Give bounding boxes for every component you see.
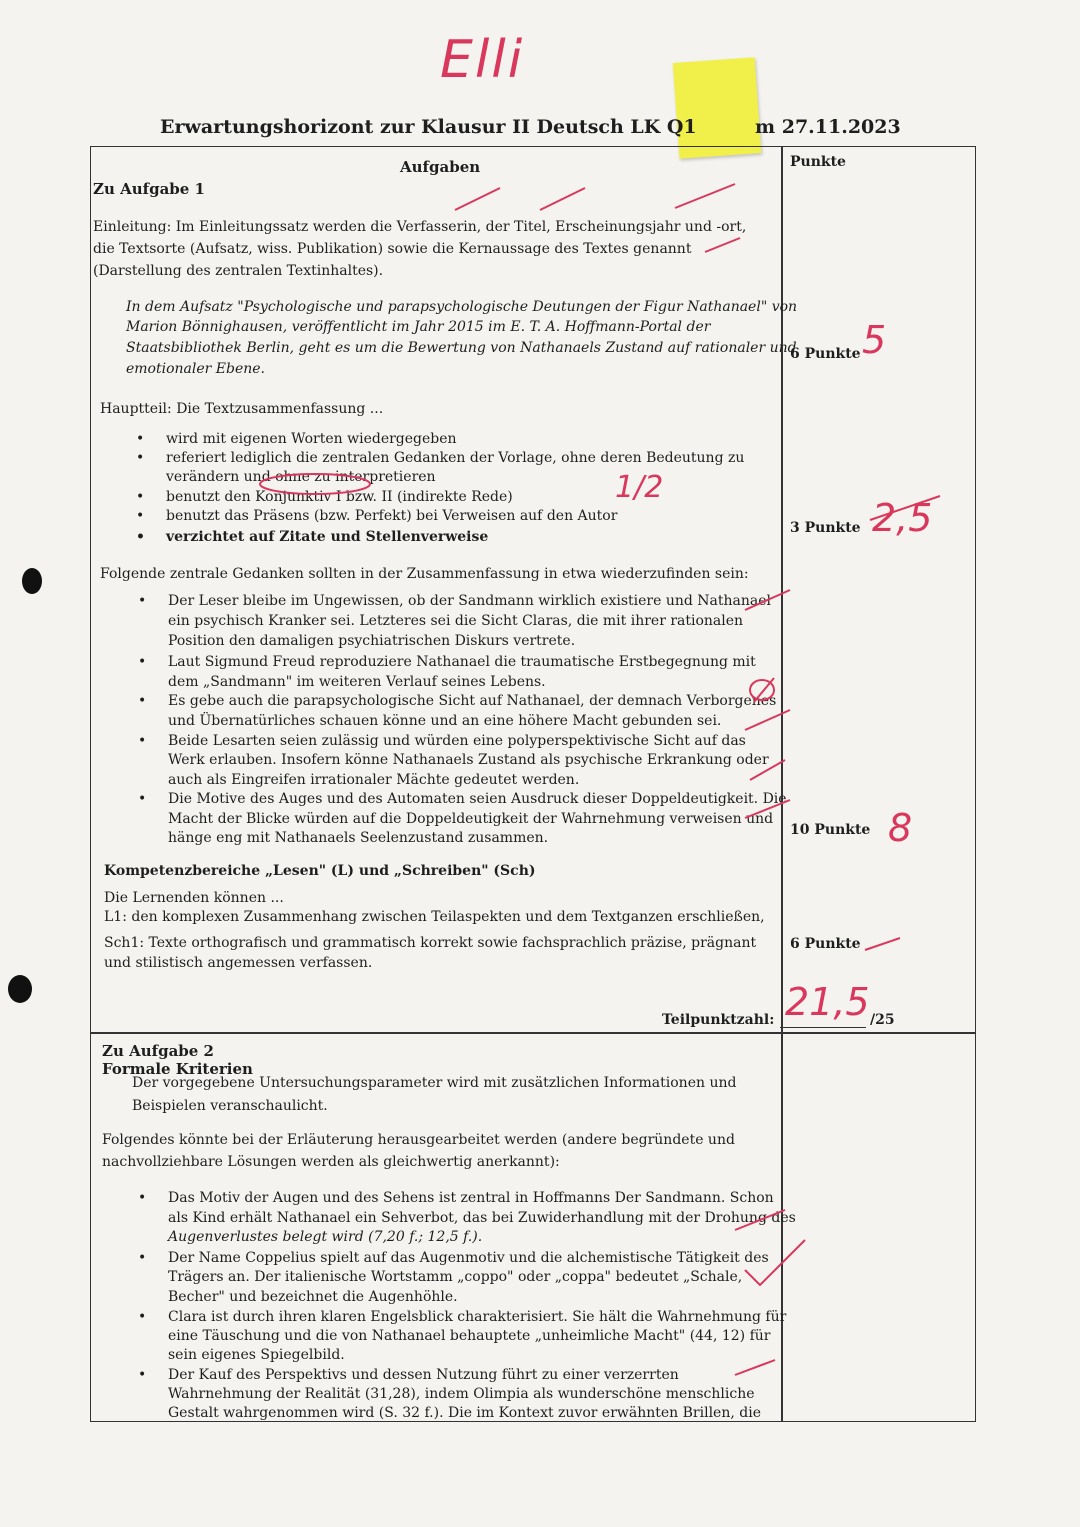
central-line: und Übernatürliches schauen könne und an eine höhere Macht gebunden sei. xyxy=(168,713,722,729)
central-line: auch als Eingreifen irrationaler Mächte gedeutet werden. xyxy=(168,772,580,788)
subtotal-max: /25 xyxy=(870,1012,895,1028)
competence-heading: Kompetenzbereiche „Lesen" (L) und „Schreiben" (Sch) xyxy=(104,863,536,879)
check-marks xyxy=(730,1200,810,1390)
main-bullet-cont: verändern und ohne zu interpretieren xyxy=(166,469,436,485)
sticky-note xyxy=(673,57,761,158)
explanation-line: Folgendes könnte bei der Erläuterung herausgearbeitet werden (andere begründete und xyxy=(102,1132,735,1148)
central-line: ein psychisch Kranker sei. Letzteres sei die Sicht Claras, die mit ihrer rationalen xyxy=(168,613,744,629)
check-marks xyxy=(450,180,770,220)
formal-line: Der vorgegebene Untersuchungsparameter wird mit zusätzlichen Informationen und xyxy=(132,1075,737,1091)
intro-line: (Darstellung des zentralen Textinhaltes). xyxy=(93,263,384,279)
central-line: dem „Sandmann" im weiteren Verlauf seines Lebens. xyxy=(168,674,546,690)
main-bullet: • benutzt das Präsens (bzw. Perfekt) bei Verweisen auf den Autor xyxy=(166,507,617,526)
formal-line: Beispielen veranschaulicht. xyxy=(132,1098,328,1114)
check-mark xyxy=(860,930,910,960)
competence-line: und stilistisch angemessen verfassen. xyxy=(104,955,373,971)
task2-heading: Zu Aufgabe 2 xyxy=(102,1042,214,1060)
handwritten-score: 5 xyxy=(862,318,887,362)
handwritten-name: Elli xyxy=(440,30,525,90)
task2-line: eine Täuschung und die von Nathanael behauptete „unheimliche Macht" (44, 12) für xyxy=(168,1328,771,1344)
task2-line: • Das Motiv der Augen und des Sehens ist zentral in Hoffmanns Der Sandmann. Schon xyxy=(168,1189,774,1208)
explanation-line: nachvollziehbare Lösungen werden als gleichwertig anerkannt): xyxy=(102,1154,560,1170)
central-line: • Beide Lesarten seien zulässig und würden eine polyperspektivische Sicht auf das xyxy=(168,732,746,751)
main-bullet: • verzichtet auf Zitate und Stellenverweise xyxy=(166,528,488,547)
points-central: 10 Punkte xyxy=(790,822,871,838)
central-line: • Es gebe auch die parapsychologische Sicht auf Nathanael, der demnach Verborgenes xyxy=(168,692,776,711)
intro-line: Einleitung: Im Einleitungssatz werden die Verfasserin, der Titel, Erscheinungsjahr und -ort, xyxy=(93,219,747,235)
task2-line: Becher" und bezeichnet die Augenhöhle. xyxy=(168,1289,458,1305)
score-underline xyxy=(860,490,950,530)
task2-line: • Der Name Coppelius spielt auf das Augenmotiv und die alchemistische Tätigkeit des xyxy=(168,1249,769,1268)
main-bullet: • benutzt den Konjunktiv I bzw. II (indirekte Rede) xyxy=(166,488,513,507)
points-competence: 6 Punkte xyxy=(790,936,861,952)
task2-line: Trägers an. Der italienische Wortstamm „coppo" oder „coppa" bedeutet „Schale, xyxy=(168,1269,743,1285)
punch-hole xyxy=(22,568,42,594)
task2-line: Gestalt wahrgenommen wird (S. 32 f.). Die im Kontext zuvor erwähnten Brillen, die xyxy=(168,1405,761,1421)
main-heading: Hauptteil: Die Textzusammenfassung ... xyxy=(100,401,384,417)
central-line: hänge eng mit Nathanaels Seelenzustand zusammen. xyxy=(168,830,549,846)
subtotal-underline xyxy=(780,1027,866,1028)
central-line: Macht der Blicke würden auf die Doppeldeutigkeit der Wahrnehmung verweisen und xyxy=(168,811,774,827)
points-main: 3 Punkte xyxy=(790,520,861,536)
title-date: m 27.11.2023 xyxy=(755,116,901,138)
column-header-points: Punkte xyxy=(790,154,846,170)
task1-heading: Zu Aufgabe 1 xyxy=(93,180,205,198)
central-line: • Der Leser bleibe im Ungewissen, ob der Sandmann wirklich existiere und Nathanael xyxy=(168,592,771,611)
central-line: Position den damaligen psychiatrischen Diskurs vertrete. xyxy=(168,633,576,649)
task2-line: Wahrnehmung der Realität (31,28), indem Olimpia als wunderschöne menschliche xyxy=(168,1386,755,1402)
intro-line: die Textsorte (Aufsatz, wiss. Publikation) sowie die Kernaussage des Textes genannt xyxy=(93,241,692,257)
central-line: • Laut Sigmund Freud reproduziere Nathanael die traumatische Erstbegegnung mit xyxy=(168,653,756,672)
main-bullet: • wird mit eigenen Worten wiedergegeben xyxy=(166,430,457,449)
subtotal-label: Teilpunktzahl: xyxy=(662,1012,775,1028)
circle-mark xyxy=(255,470,375,510)
task2-line: • Der Kauf des Perspektivs und dessen Nutzung führt zu einer verzerrten xyxy=(168,1366,679,1385)
document-title xyxy=(160,116,901,138)
task2-line: sein eigenes Spiegelbild. xyxy=(168,1347,345,1363)
handwritten-total: 21,5 xyxy=(785,980,870,1024)
example-line: Staatsbibliothek Berlin, geht es um die Bewertung von Nathanaels Zustand auf rationaler und xyxy=(126,340,797,356)
example-line: emotionaler Ebene. xyxy=(126,361,266,377)
main-bullet: • referiert lediglich die zentralen Gedanken der Vorlage, ohne deren Bedeutung zu xyxy=(166,449,744,468)
punch-hole xyxy=(8,975,32,1003)
competence-intro: Die Lernenden können ... xyxy=(104,890,284,906)
column-header-tasks: Aufgaben xyxy=(400,158,481,176)
example-line: In dem Aufsatz "Psychologische und parapsychologische Deutungen der Figur Nathanael" von xyxy=(126,299,798,315)
check-marks xyxy=(740,580,800,860)
title-text: Erwartungshorizont zur Klausur II Deutsch LK Q1 xyxy=(160,116,697,138)
check-mark xyxy=(700,230,750,260)
central-line: Werk erlauben. Insofern könne Nathanaels Zustand als psychische Erkrankung oder xyxy=(168,752,769,768)
example-line: Marion Bönnighausen, veröffentlicht im Jahr 2015 im E. T. A. Hoffmann-Portal der xyxy=(126,319,711,335)
formal-heading: Formale Kriterien xyxy=(102,1060,253,1078)
task2-line: • Clara ist durch ihren klaren Engelsblick charakterisiert. Sie hält die Wahrnehmung für xyxy=(168,1308,786,1327)
handwritten-margin-note: 1/2 xyxy=(615,470,664,505)
task2-line: als Kind erhält Nathanael ein Sehverbot, das bei Zuwiderhandlung mit der Drohung des xyxy=(168,1210,796,1226)
competence-line: L1: den komplexen Zusammenhang zwischen Teilaspekten und dem Textganzen erschließen, xyxy=(104,909,765,925)
points-intro: 6 Punkte xyxy=(790,346,861,362)
task2-line: Augenverlustes belegt wird (7,20 f.; 12,5 f.). xyxy=(168,1229,483,1245)
competence-line: Sch1: Texte orthografisch und grammatisch korrekt sowie fachsprachlich präzise, prägnant xyxy=(104,935,757,951)
handwritten-score: 2,5 xyxy=(872,496,933,540)
handwritten-score: 8 xyxy=(888,806,913,850)
row-divider xyxy=(90,1032,976,1034)
central-heading: Folgende zentrale Gedanken sollten in der Zusammenfassung in etwa wiederzufinden sein: xyxy=(100,566,749,582)
central-line: • Die Motive des Auges und des Automaten seien Ausdruck dieser Doppeldeutigkeit. Die xyxy=(168,790,787,809)
